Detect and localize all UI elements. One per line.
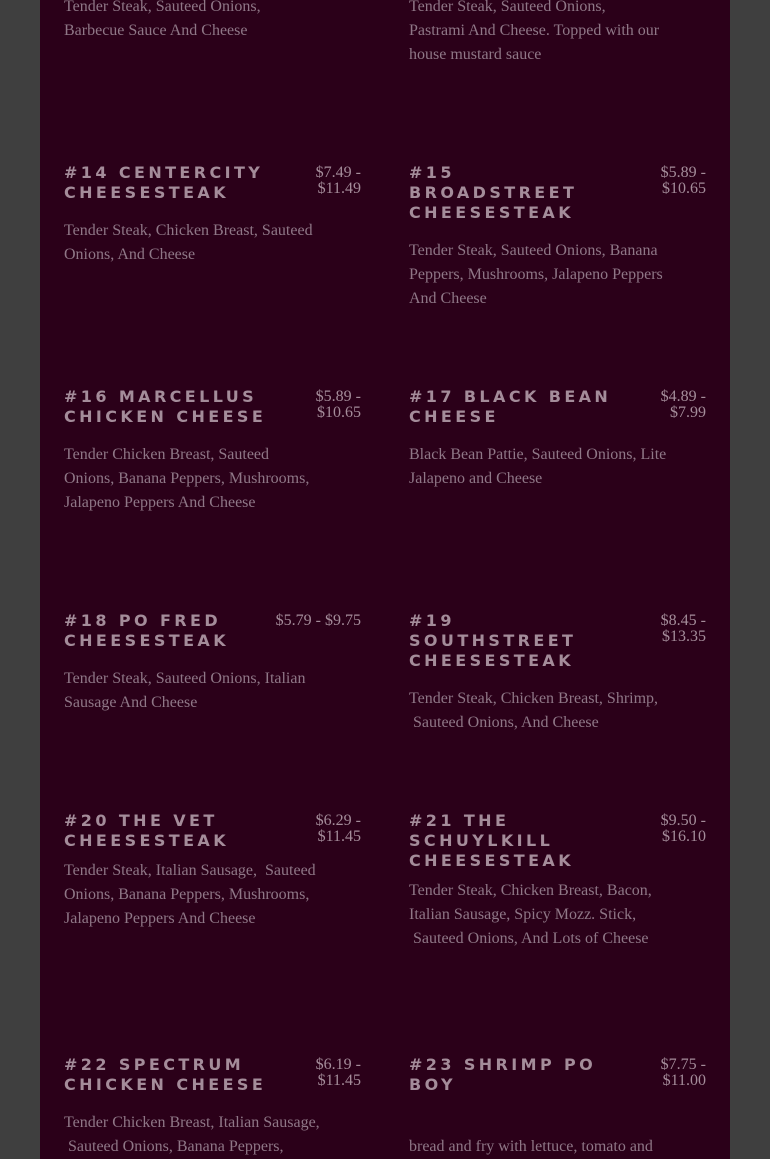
item-price: $6.19 - $11.45	[315, 1056, 361, 1089]
item-header	[409, 1055, 706, 1095]
item-header	[409, 163, 706, 223]
item-price: $6.29 - $11.45	[315, 812, 361, 845]
item-description: Tender Steak, Chicken Breast, Shrimp, Sauteed Onions, And Cheese	[409, 690, 659, 731]
item-name: #15 BROADSTREET CHEESESTEAK	[409, 163, 578, 222]
item-price: $5.89 - $10.65	[660, 164, 706, 197]
menu-item-18[interactable]	[64, 611, 361, 715]
item-name: #19 SOUTHSTREET CHEESESTEAK	[409, 611, 577, 670]
menu-item-16[interactable]	[64, 387, 361, 515]
menu-item-17[interactable]	[409, 387, 706, 491]
item-price: $7.49 - $11.49	[315, 164, 361, 197]
item-description: Tender Steak, Chicken Breast, Sauteed Onions, And Cheese	[64, 222, 313, 263]
item-description: Tender Steak, Italian Sausage, Sauteed Onions, Banana Peppers, Mushrooms, Jalapeno Peppers And Cheese	[64, 862, 316, 927]
item-header	[409, 387, 706, 427]
menu-item-23[interactable]	[409, 1055, 706, 1159]
item-price: $9.50 - $16.10	[660, 812, 706, 845]
item-description: Tender Steak, Sauteed Onions, Banana Peppers, Mushrooms, Jalapeno Peppers And Cheese	[409, 242, 663, 307]
item-price: $5.89 - $10.65	[315, 388, 361, 421]
item-description: Tender Steak, Sauteed Onions, Pastrami And Cheese. Topped with our house mustard sauce	[409, 0, 660, 63]
item-description: Tender Steak, Chicken Breast, Bacon, Italian Sausage, Spicy Mozz. Stick, Sauteed Onions, And Lots of Cheese	[409, 882, 652, 947]
item-price: $8.45 - $13.35	[660, 612, 706, 645]
item-price: $4.89 - $7.99	[660, 388, 706, 421]
item-description: Tender Chicken Breast, Sauteed Onions, Banana Peppers, Mushrooms, Jalapeno Peppers And Cheese	[64, 446, 310, 511]
item-description: Black Bean Pattie, Sauteed Onions, Lite Jalapeno and Cheese	[409, 446, 667, 487]
item-name: #14 CENTERCITY CHEESESTEAK	[64, 163, 264, 202]
item-description: bread and fry with lettuce, tomato and	[409, 1138, 653, 1155]
item-description: Tender Steak, Sauteed Onions, Barbecue Sauce And Cheese	[64, 0, 261, 39]
item-header	[64, 387, 361, 427]
item-description: Tender Chicken Breast, Italian Sausage, Sauteed Onions, Banana Peppers,	[64, 1114, 320, 1155]
item-description: Tender Steak, Sauteed Onions, Italian Sausage And Cheese	[64, 670, 306, 711]
item-name: #16 MARCELLUS CHICKEN CHEESE	[64, 387, 267, 426]
menu-item-13-right[interactable]	[409, 0, 706, 67]
menu-panel	[40, 0, 730, 1159]
menu-item-15[interactable]	[409, 163, 706, 311]
item-name: #23 SHRIMP PO BOY	[409, 1055, 597, 1094]
item-name: #22 SPECTRUM CHICKEN CHEESE	[64, 1055, 267, 1094]
item-name: #17 BLACK BEAN CHEESE	[409, 387, 612, 426]
menu-item-13-left[interactable]	[64, 0, 361, 43]
item-header	[409, 611, 706, 671]
item-price: $5.79 - $9.75	[275, 612, 361, 629]
item-name: #18 PO FRED CHEESESTEAK	[64, 611, 229, 650]
item-header	[64, 611, 361, 651]
item-header	[64, 163, 361, 203]
item-header	[409, 811, 706, 871]
menu-item-19[interactable]	[409, 611, 706, 735]
item-header	[64, 811, 361, 851]
item-name: #21 THE SCHUYLKILL CHEESESTEAK	[409, 811, 574, 870]
menu-item-20[interactable]	[64, 811, 361, 931]
item-name: #20 THE VET CHEESESTEAK	[64, 811, 229, 850]
item-price: $7.75 - $11.00	[660, 1056, 706, 1089]
menu-item-22[interactable]	[64, 1055, 361, 1159]
item-header	[64, 1055, 361, 1095]
menu-item-21[interactable]	[409, 811, 706, 951]
menu-item-14[interactable]	[64, 163, 361, 267]
